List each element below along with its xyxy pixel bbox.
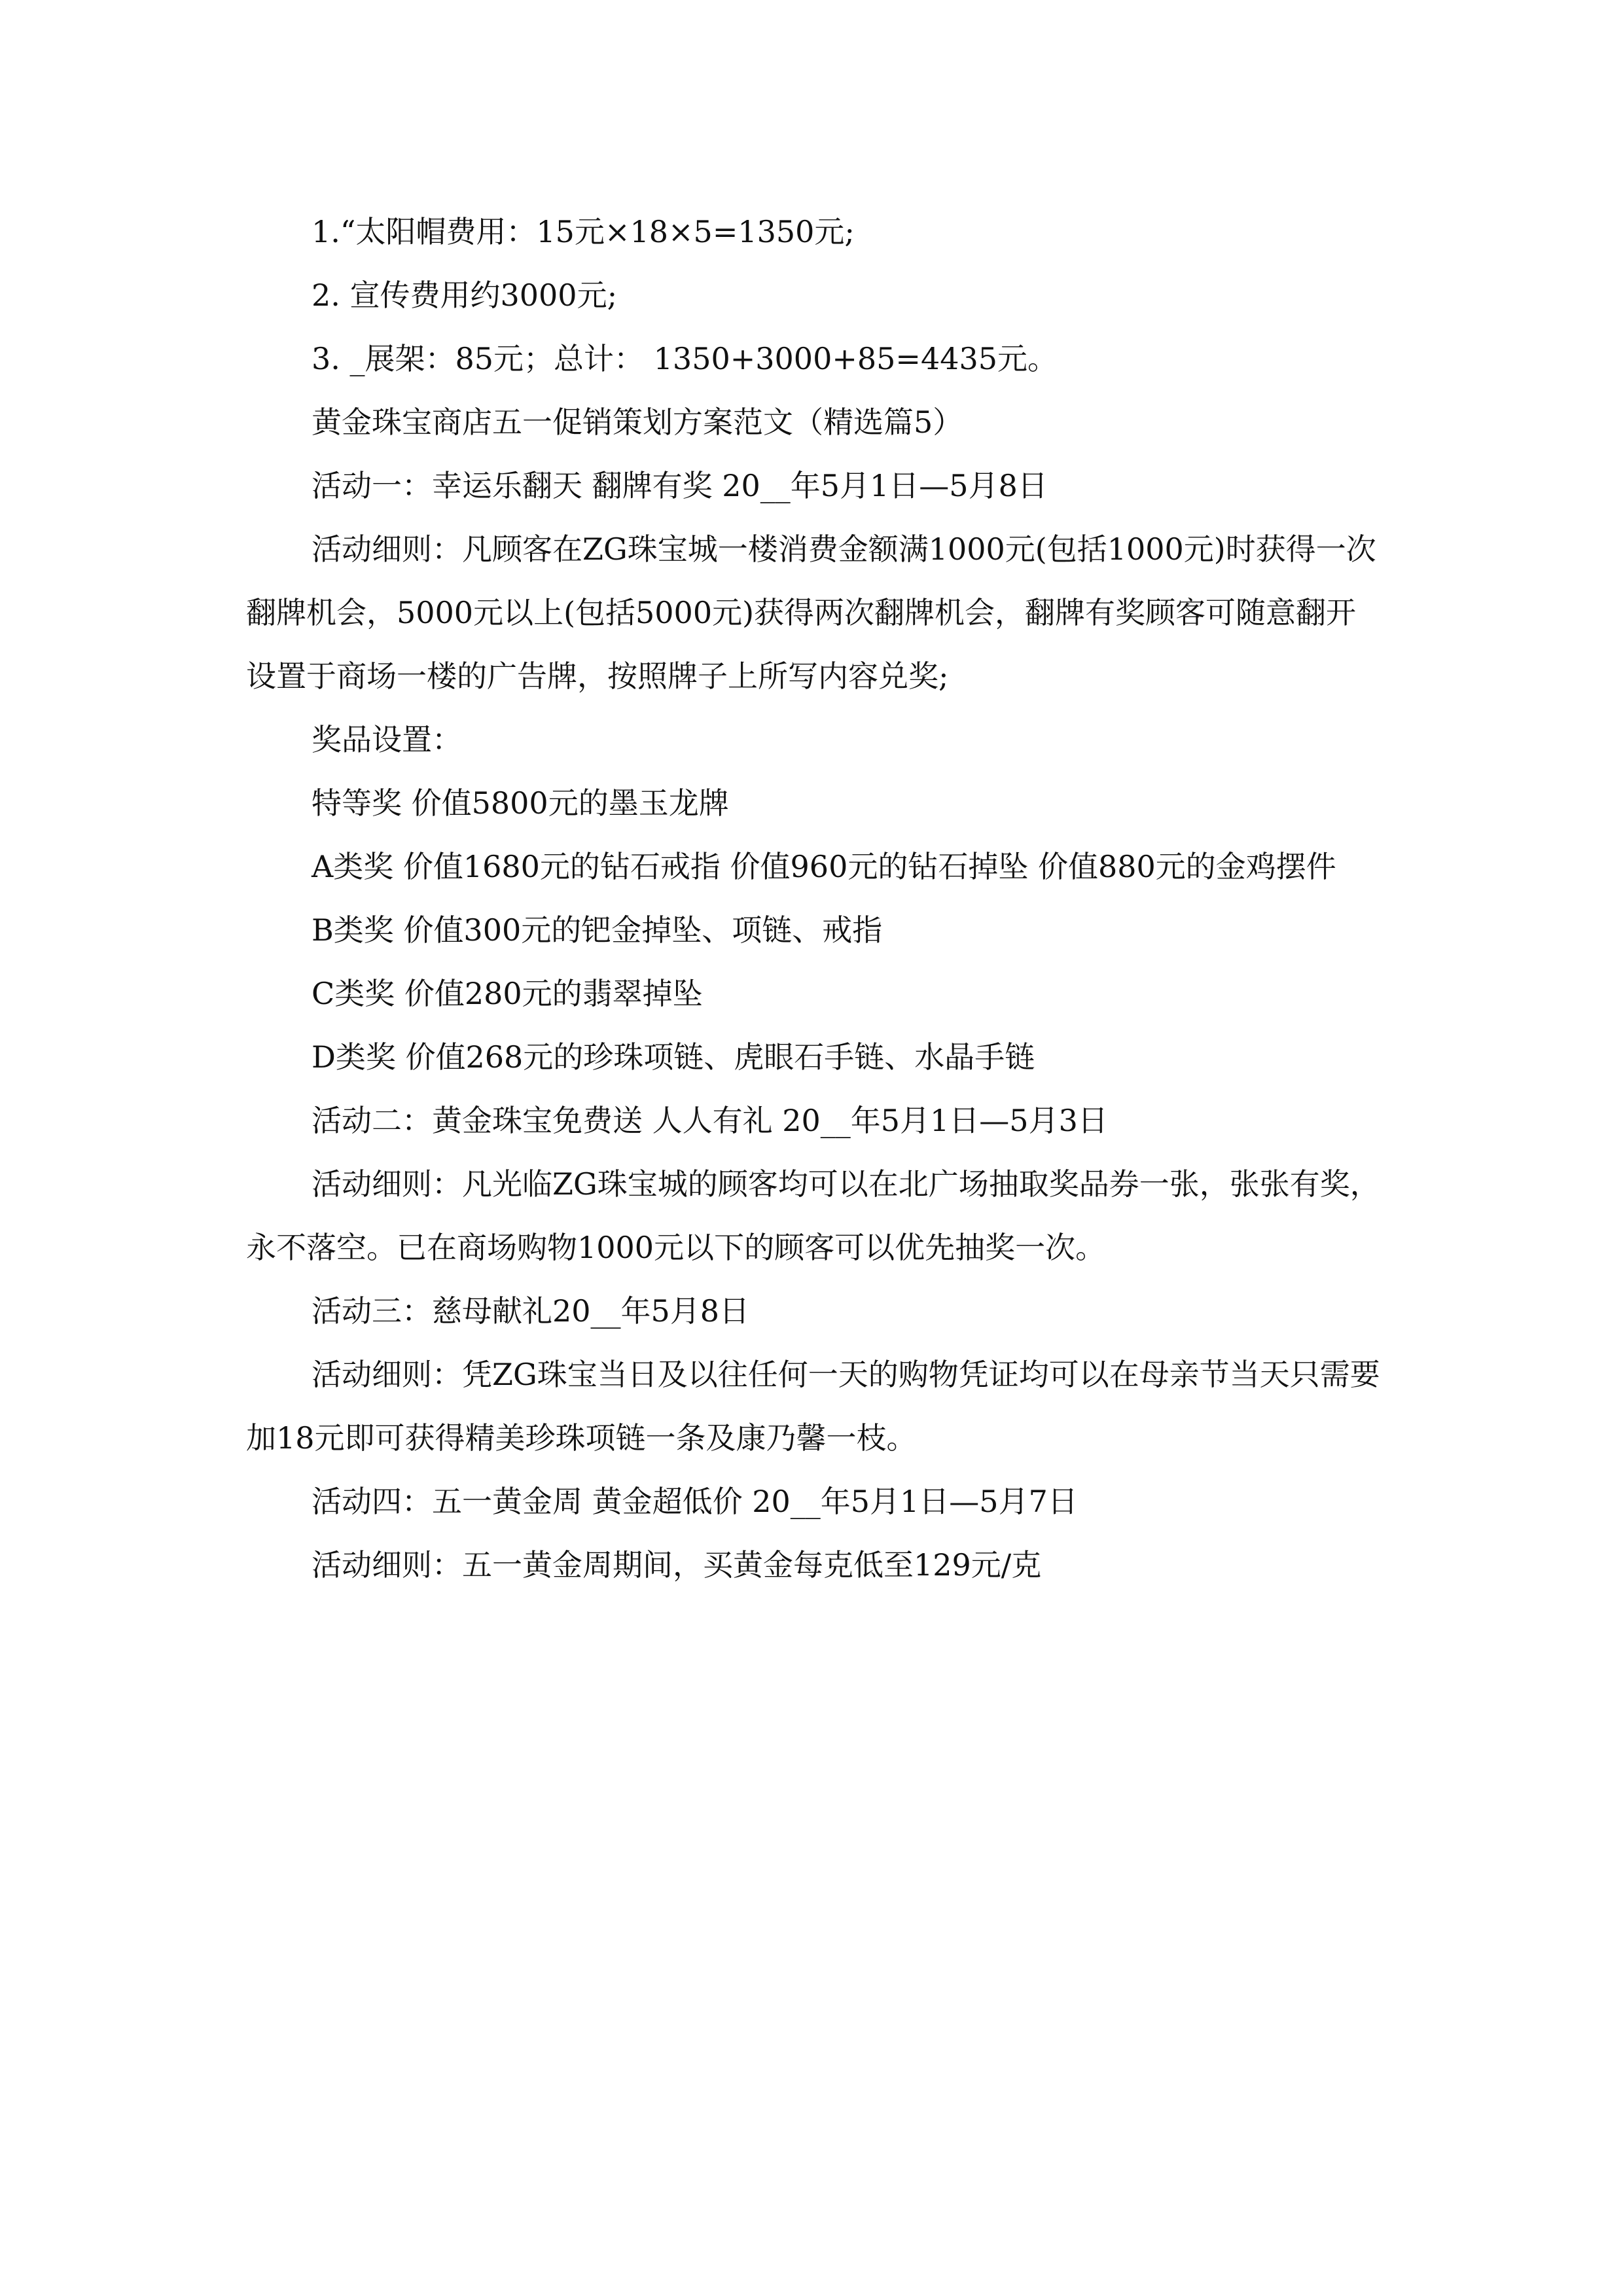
prize-grand: 特等奖 价值5800元的墨玉龙牌	[312, 785, 729, 821]
prize-class-a: A类奖 价值1680元的钻石戒指 价值960元的钻石掉坠 价值880元的金鸡摆件	[312, 849, 1336, 884]
cost-item-promotion: 2. 宣传费用约3000元;	[312, 278, 618, 313]
activity-one-details: 活动细则：凡顾客在ZG珠宝城一楼消费金额满1000元(包括1000元)时获得一次翻牌机会，5000元以上(包括5000元)获得两次翻牌机会，翻牌有奖顾客可随意翻开设置于商场一楼的广告牌，按照牌子上所写内容兑奖;	[246, 531, 1376, 694]
cost-item-display-total: 3. _展架：85元；总计： 1350+3000+85=4435元。	[312, 341, 1058, 376]
activity-one-title: 活动一：幸运乐翻天 翻牌有奖 20__年5月1日—5月8日	[312, 468, 1048, 503]
activity-four-title: 活动四：五一黄金周 黄金超低价 20__年5月1日—5月7日	[312, 1484, 1078, 1519]
activity-two-title: 活动二：黄金珠宝免费送 人人有礼 20__年5月1日—5月3日	[312, 1103, 1108, 1138]
activity-three-details: 活动细则：凭ZG珠宝当日及以往任何一天的购物凭证均可以在母亲节当天只需要加18元即可获得精美珍珠项链一条及康乃馨一枝。	[246, 1357, 1380, 1456]
prize-settings-label: 奖品设置：	[312, 722, 462, 757]
prize-class-d: D类奖 价值268元的珍珠项链、虎眼石手链、水晶手链	[312, 1039, 1035, 1075]
section-heading: 黄金珠宝商店五一促销策划方案范文（精选篇5）	[312, 404, 963, 440]
activity-two-details: 活动细则：凡光临ZG珠宝城的顾客均可以在北广场抽取奖品券一张，张张有奖，永不落空。已在商场购物1000元以下的顾客可以优先抽奖一次。	[246, 1166, 1380, 1265]
prize-class-c: C类奖 价值280元的翡翠掉坠	[312, 976, 703, 1011]
activity-three-title: 活动三：慈母献礼20__年5月8日	[312, 1293, 750, 1329]
cost-item-sun-hat: 1.“太阳帽费用：15元×18×5=1350元;	[312, 214, 855, 249]
prize-class-b: B类奖 价值300元的钯金掉坠、项链、戒指	[312, 912, 883, 948]
activity-four-details: 活动细则：五一黄金周期间，买黄金每克低至129元/克	[312, 1547, 1042, 1583]
document-page	[246, 200, 1381, 1597]
